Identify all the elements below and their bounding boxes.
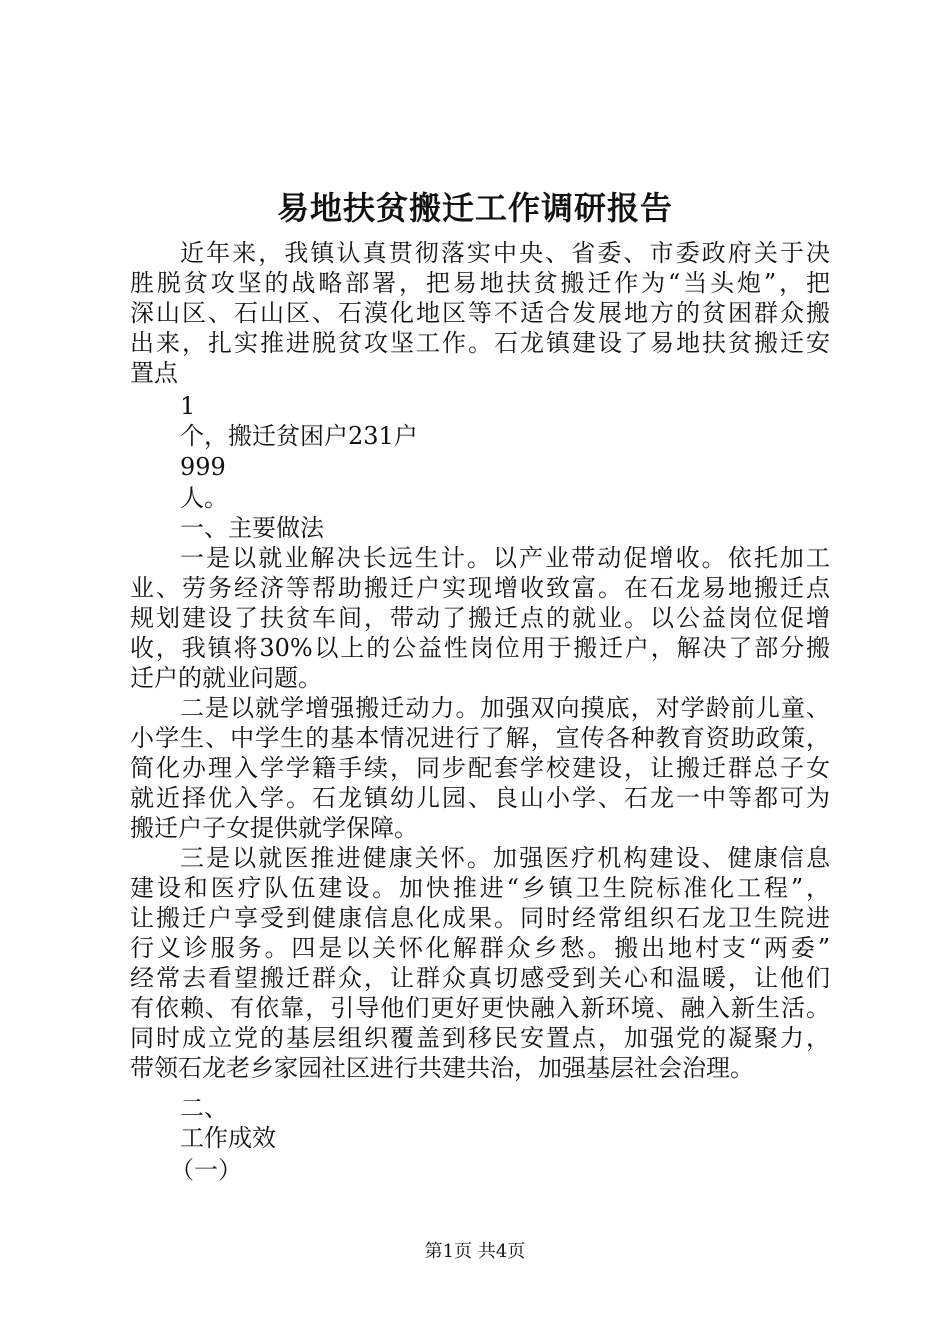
paragraph-line: 置点 bbox=[130, 359, 178, 387]
paragraph-line: 三是以就医推进健康关怀。加强医疗机构建设、健康信息 bbox=[180, 844, 830, 872]
paragraph-line: 有依赖、有依靠，引导他们更好更快融入新环境、融入新生活。 bbox=[130, 994, 830, 1022]
paragraph-line: 1 bbox=[180, 392, 196, 420]
section-heading: 工作成效 bbox=[180, 1124, 276, 1152]
paragraph-line: 一是以就业解决长远生计。以产业带动促增收。依托加工 bbox=[180, 544, 830, 572]
paragraph-line: 近年来，我镇认真贯彻落实中央、省委、市委政府关于决 bbox=[180, 239, 830, 267]
paragraph-line: 迁户的就业问题。 bbox=[130, 664, 322, 692]
paragraph-line: 收，我镇将30%以上的公益性岗位用于搬迁户，解决了部分搬 bbox=[130, 634, 830, 662]
paragraph-line: 行义诊服务。四是以关怀化解群众乡愁。搬出地村支“两委” bbox=[130, 934, 830, 962]
page-footer: 第1页 共4页 bbox=[424, 1241, 526, 1262]
paragraph-line: 深山区、石山区、石漠化地区等不适合发展地方的贫困群众搬 bbox=[130, 299, 830, 327]
paragraph-line: 带领石龙老乡家园社区进行共建共治，加强基层社会治理。 bbox=[130, 1054, 754, 1082]
paragraph-line: 规划建设了扶贫车间，带动了搬迁点的就业。以公益岗位促增 bbox=[130, 604, 830, 632]
paragraph-line: 二是以就学增强搬迁动力。加强双向摸底，对学龄前儿童、 bbox=[180, 694, 830, 722]
paragraph-line: 小学生、中学生的基本情况进行了解，宣传各种教育资助政策， bbox=[130, 724, 830, 752]
paragraph-line: 搬迁户子女提供就学保障。 bbox=[130, 814, 418, 842]
paragraph-line: 经常去看望搬迁群众，让群众真切感受到关心和温暖，让他们 bbox=[130, 964, 830, 992]
document-title: 易地扶贫搬迁工作调研报告 bbox=[276, 189, 673, 227]
paragraph-line: 同时成立党的基层组织覆盖到移民安置点，加强党的凝聚力， bbox=[130, 1024, 830, 1052]
paragraph-line: 胜脱贫攻坚的战略部署，把易地扶贫搬迁作为“当头炮”，把 bbox=[130, 269, 830, 297]
subsection-heading: （一） bbox=[170, 1156, 242, 1184]
paragraph-line: 人。 bbox=[180, 484, 228, 512]
section-heading: 二、 bbox=[180, 1094, 228, 1122]
paragraph-line: 建设和医疗队伍建设。加快推进“乡镇卫生院标准化工程”， bbox=[130, 874, 830, 902]
paragraph-line: 999 bbox=[180, 453, 226, 481]
paragraph-line: 简化办理入学学籍手续，同步配套学校建设，让搬迁群总子女 bbox=[130, 754, 830, 782]
paragraph-line: 出来，扎实推进脱贫攻坚工作。石龙镇建设了易地扶贫搬迁安 bbox=[130, 329, 830, 357]
paragraph-line: 就近择优入学。石龙镇幼儿园、良山小学、石龙一中等都可为 bbox=[130, 784, 830, 812]
paragraph-line: 让搬迁户享受到健康信息化成果。同时经常组织石龙卫生院进 bbox=[130, 904, 830, 932]
paragraph-line: 业、劳务经济等帮助搬迁户实现增收致富。在石龙易地搬迁点 bbox=[130, 574, 830, 602]
section-heading: 一、主要做法 bbox=[180, 514, 324, 542]
paragraph-line: 个，搬迁贫困户231户 bbox=[180, 422, 418, 450]
